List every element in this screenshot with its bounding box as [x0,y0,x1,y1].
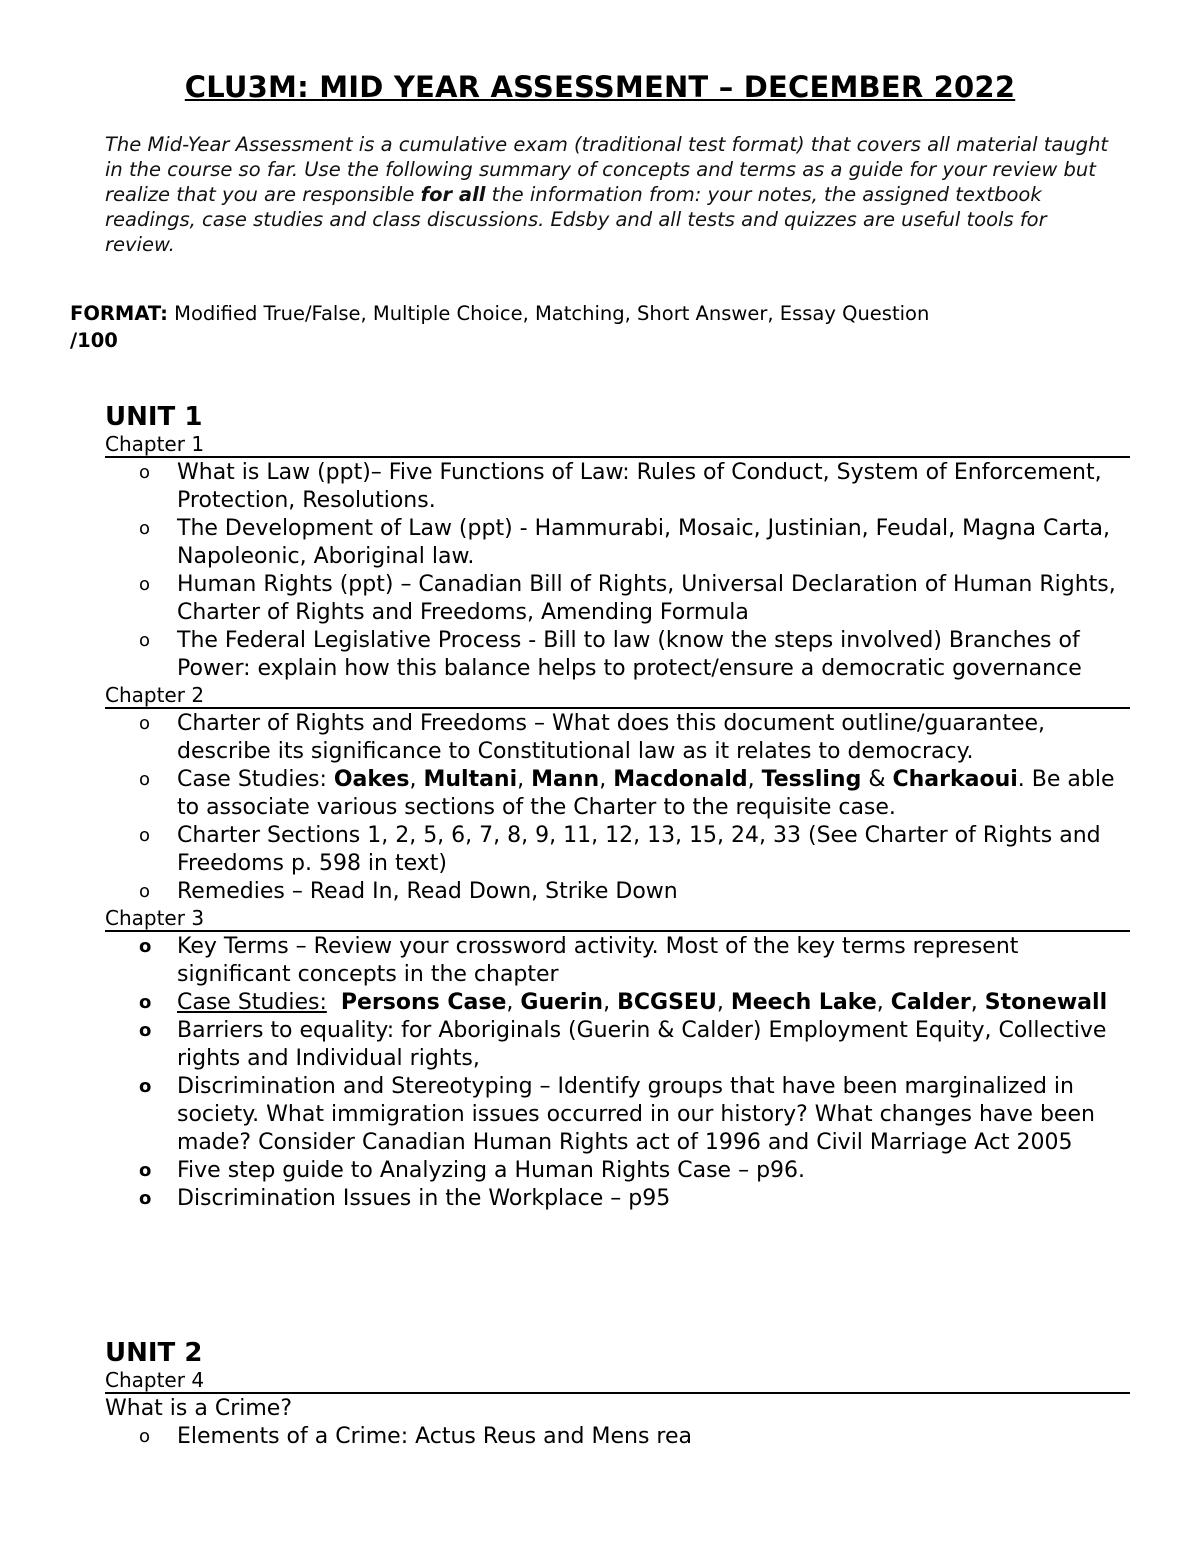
list-item [105,766,1130,822]
list-item-text: Discrimination Issues in the Workplace – p95 [177,1186,671,1211]
list-item-text: Discrimination and Stereotyping – Identify groups that have been marginalized in society. What immigration issues occurred in our history? What changes have been made? Consider Canadian Human Rights act of 1996 and Civil Marriage Act 2005 [177,1074,1095,1155]
list-item [105,459,1130,515]
list-item [105,1017,1130,1073]
hollow-bullet-icon: o [139,1426,151,1447]
case-name: Multani [423,767,518,792]
list-item [105,1073,1130,1157]
unit-2-title: UNIT 2 [105,1338,203,1368]
hollow-bullet-icon: o [139,630,151,651]
list-item-text: Case Studies: Oakes, Multani, Mann, Macdonald, Tessling & Charkaoui. Be able to associate various sections of the Charter to the requisite case. [177,767,1115,820]
chapter-4-list [105,1423,1130,1451]
case-name: Persons Case [340,990,507,1015]
list-item-text: What is Law (ppt)– Five Functions of Law: Rules of Conduct, System of Enforcement, Protection, Resolutions. [177,460,1102,513]
format-label: FORMAT: [70,302,168,325]
list-item-text: The Development of Law (ppt) - Hammurabi, Mosaic, Justinian, Feudal, Magna Carta, Napoleonic, Aboriginal law. [177,516,1110,569]
case-name: Guerin [520,990,604,1015]
bold-bullet-icon: o [139,1020,152,1041]
unit-2-section [105,1338,1130,1451]
hollow-bullet-icon: o [139,881,151,902]
list-item [105,878,1130,906]
list-item [105,989,1130,1017]
case-name: Calder [890,990,971,1015]
unit-1-section [105,402,1130,1213]
case-name: BCGSEU [617,990,717,1015]
list-item [105,1157,1130,1185]
hollow-bullet-icon: o [139,462,151,483]
list-item-text: Key Terms – Review your crossword activity. Most of the key terms represent significant concepts in the chapter [177,934,1019,987]
case-name: Meech Lake [730,990,877,1015]
list-item [105,515,1130,571]
unit-1-title: UNIT 1 [105,402,203,432]
chapter-4-heading: Chapter 4 [105,1368,1130,1394]
list-item-text: Barriers to equality: for Aboriginals (Guerin & Calder) Employment Equity, Collective rights and Individual rights, [177,1018,1107,1071]
intro-text-start: The Mid-Year Assessment is a cumulative exam (traditional test format) that covers all material taught in the course so far. Use the following summary of concepts and terms as a guide for your review but realize that you are responsible [105,133,1109,206]
list-item [105,627,1130,683]
list-item-text: Remedies – Read In, Read Down, Strike Down [177,879,678,904]
intro-paragraph [105,132,1115,257]
chapter-1-heading: Chapter 1 [105,432,1130,458]
list-item-text: Charter Sections 1, 2, 5, 6, 7, 8, 9, 11, 12, 13, 15, 24, 33 (See Charter of Rights and Freedoms p. 598 in text) [177,823,1101,876]
chapter-1-list [105,459,1130,683]
chapter-2-list [105,710,1130,906]
bold-bullet-icon: o [139,992,152,1013]
list-item [105,1185,1130,1213]
case-name: Macdonald [613,767,748,792]
list-item [105,822,1130,878]
case-name: Oakes [333,767,410,792]
page-title: CLU3M: MID YEAR ASSESSMENT – DECEMBER 2022 [184,70,1016,104]
bold-bullet-icon: o [139,1188,152,1209]
chapter-3-heading: Chapter 3 [105,906,1130,932]
hollow-bullet-icon: o [139,713,151,734]
list-item [105,933,1130,989]
hollow-bullet-icon: o [139,769,151,790]
case-name: Stonewall [984,990,1108,1015]
bold-bullet-icon: o [139,1076,152,1097]
list-item [105,571,1130,627]
intro-emphasis: for all [420,183,486,206]
chapter-2-heading: Chapter 2 [105,683,1130,709]
format-block [70,300,1130,354]
list-item-text: Case Studies: Persons Case, Guerin, BCGSEU, Meech Lake, Calder, Stonewall [177,990,1108,1015]
format-total: /100 [70,329,118,352]
list-item [105,1423,1130,1451]
hollow-bullet-icon: o [139,574,151,595]
list-item-text: Five step guide to Analyzing a Human Rights Case – p96. [177,1158,806,1183]
list-item-text: Human Rights (ppt) – Canadian Bill of Rights, Universal Declaration of Human Rights, Charter of Rights and Freedoms, Amending Formula [177,572,1116,625]
hollow-bullet-icon: o [139,518,151,539]
list-item [105,710,1130,766]
list-item-text: Charter of Rights and Freedoms – What does this document outline/guarantee, describe its significance to Constitutional law as it relates to democracy. [177,711,1046,764]
intro-text-end: the information from: your notes, the assigned textbook readings, case studies and class discussions. Edsby and all tests and quizzes are useful tools for review. [105,183,1047,256]
bold-bullet-icon: o [139,936,152,957]
chapter-4-subheading: What is a Crime? [105,1396,292,1421]
case-name: Mann [531,767,600,792]
format-text: Modified True/False, Multiple Choice, Matching, Short Answer, Essay Question [167,302,930,325]
case-name: Charkaoui [892,767,1018,792]
list-item-text: The Federal Legislative Process - Bill to law (know the steps involved) Branches of Power: explain how this balance helps to protect/ensure a democratic governance [177,628,1082,681]
case-name: Tessling [761,767,862,792]
chapter-3-list [105,933,1130,1213]
list-item-text: Elements of a Crime: Actus Reus and Mens rea [177,1424,692,1449]
hollow-bullet-icon: o [139,825,151,846]
bold-bullet-icon: o [139,1160,152,1181]
